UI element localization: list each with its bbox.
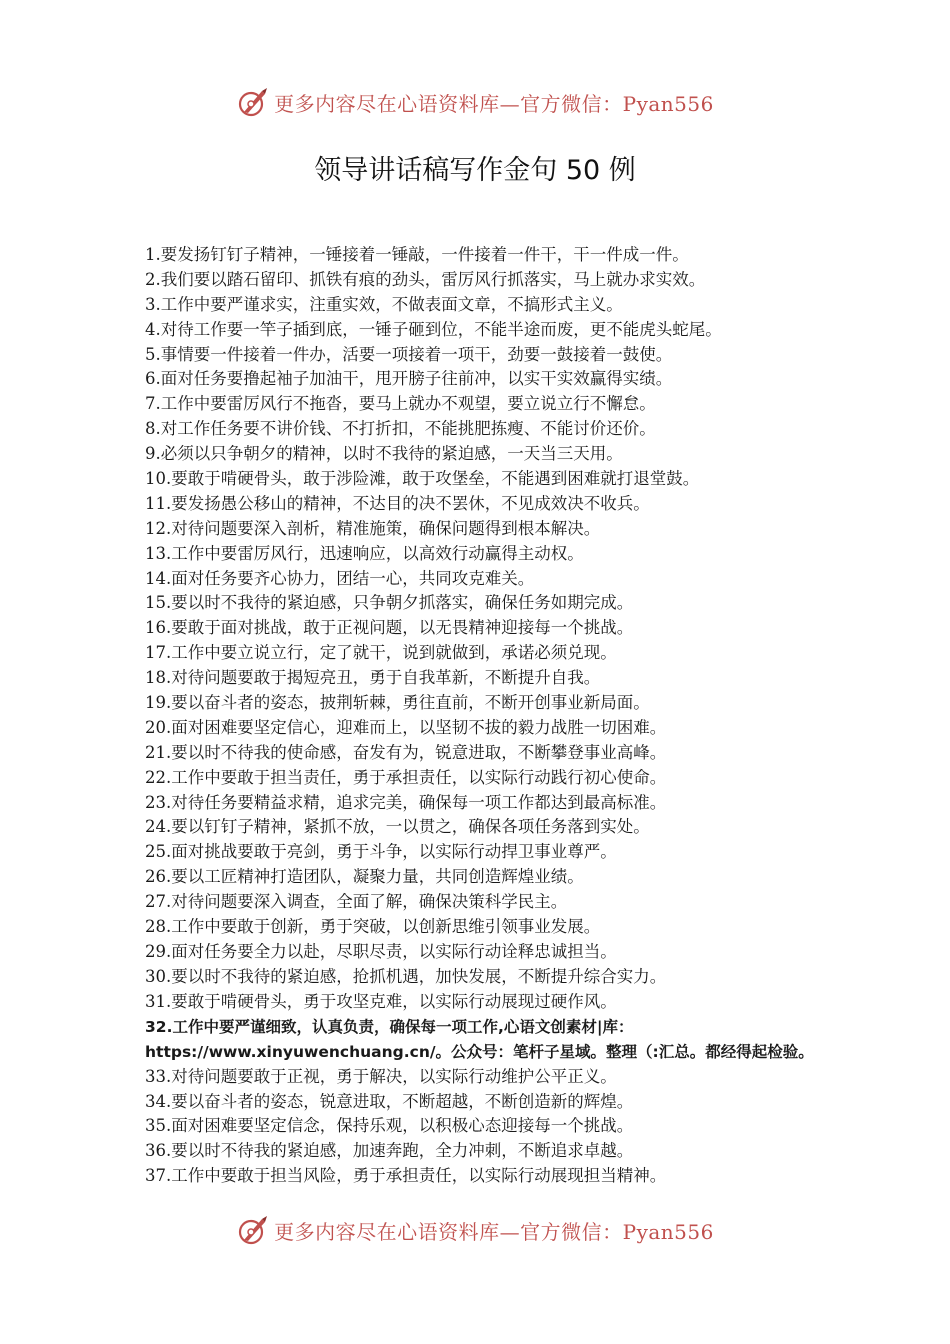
list-item: 27.对待问题要深入调查，全面了解，确保决策科学民主。 xyxy=(145,892,568,912)
list-item: 25.面对挑战要敢于亮剑，勇于斗争，以实际行动捍卫事业尊严。 xyxy=(145,842,617,862)
list-item: 14.面对任务要齐心协力，团结一心，共同攻克难关。 xyxy=(145,568,535,588)
list-item: 16.要敢于面对挑战，敢于正视问题，以无畏精神迎接每一个挑战。 xyxy=(145,618,634,638)
footer-watermark-banner xyxy=(0,1210,950,1250)
list-item-watermark: 32.工作中要严谨细致，认真负责，确保每一项工作,心语文创素材|库：https://www.xinyuwenchuang.cn/。公众号：笔杆子星域。整理（:汇总。都经得起检验。 xyxy=(145,1017,814,1061)
list-item: 11.要发扬愚公移山的精神，不达目的决不罢休，不见成效决不收兵。 xyxy=(145,493,650,513)
list-item: 10.要敢于啃硬骨头，敢于涉险滩，敢于攻堡垒，不能遇到困难就打退堂鼓。 xyxy=(145,469,700,489)
list-item: 34.要以奋斗者的姿态，锐意进取，不断超越，不断创造新的辉煌。 xyxy=(145,1091,634,1111)
list-item: 12.对待问题要深入剖析，精准施策，确保问题得到根本解决。 xyxy=(145,518,601,538)
list-item: 19.要以奋斗者的姿态，披荆斩棘，勇往直前，不断开创事业新局面。 xyxy=(145,693,650,713)
list-item: 26.要以工匠精神打造团队，凝聚力量，共同创造辉煌业绩。 xyxy=(145,867,584,887)
list-item: 18.对待问题要敢于揭短亮丑，勇于自我革新，不断提升自我。 xyxy=(145,668,601,688)
list-item: 9.必须以只争朝夕的精神，以时不我待的紧迫感，一天当三天用。 xyxy=(145,444,623,464)
list-item: 21.要以时不待我的使命感，奋发有为，锐意进取，不断攀登事业高峰。 xyxy=(145,742,667,762)
list-item: 13.工作中要雷厉风行，迅速响应，以高效行动赢得主动权。 xyxy=(145,543,584,563)
list-item: 36.要以时不待我的紧迫感，加速奔跑，全力冲刺，不断追求卓越。 xyxy=(145,1141,634,1161)
list-item: 5.事情要一件接着一件办，活要一项接着一项干，劲要一鼓接着一鼓使。 xyxy=(145,344,673,364)
header-watermark-banner xyxy=(0,82,950,122)
quill-pen-circle-icon xyxy=(236,85,270,119)
list-item: 33.对待问题要敢于正视，勇于解决，以实际行动维护公平正义。 xyxy=(145,1066,617,1086)
list-item: 31.要敢于啃硬骨头，勇于攻坚克难，以实际行动展现过硬作风。 xyxy=(145,991,617,1011)
list-item: 1.要发扬钉钉子精神，一锤接着一锤敲，一件接着一件干，干一件成一件。 xyxy=(145,245,689,264)
list-item: 3.工作中要严谨求实，注重实效，不做表面文章，不搞形式主义。 xyxy=(145,294,623,314)
list-item: 17.工作中要立说立行，定了就干，说到就做到，承诺必须兑现。 xyxy=(145,643,617,663)
list-item: 6.面对任务要撸起袖子加油干，甩开膀子往前冲，以实干实效赢得实绩。 xyxy=(145,369,673,389)
list-item: 2.我们要以踏石留印、抓铁有痕的劲头，雷厉风行抓落实，马上就办求实效。 xyxy=(145,269,706,289)
list-item: 23.对待任务要精益求精，追求完美，确保每一项工作都达到最高标准。 xyxy=(145,792,667,812)
list-item: 8.对工作任务要不讲价钱、不打折扣，不能挑肥拣瘦、不能讨价还价。 xyxy=(145,419,656,439)
quill-pen-circle-icon xyxy=(236,1213,270,1247)
quote-list xyxy=(145,243,815,1189)
list-item: 29.面对任务要全力以赴，尽职尽责，以实际行动诠释忠诚担当。 xyxy=(145,941,617,961)
list-item: 30.要以时不我待的紧迫感，抢抓机遇，加快发展，不断提升综合实力。 xyxy=(145,966,667,986)
page-title: 领导讲话稿写作金句 50 例 xyxy=(314,155,636,186)
list-item: 24.要以钉钉子精神，紧抓不放，一以贯之，确保各项任务落到实处。 xyxy=(145,817,650,837)
list-item: 28.工作中要敢于创新，勇于突破，以创新思维引领事业发展。 xyxy=(145,917,601,937)
list-item: 7.工作中要雷厉风行不拖沓，要马上就办不观望，要立说立行不懈怠。 xyxy=(145,394,656,414)
list-item: 4.对待工作要一竿子插到底，一锤子砸到位，不能半途而废，更不能虎头蛇尾。 xyxy=(145,319,722,339)
list-item: 22.工作中要敢于担当责任，勇于承担责任，以实际行动践行初心使命。 xyxy=(145,767,667,787)
list-item: 15.要以时不我待的紧迫感，只争朝夕抓落实，确保任务如期完成。 xyxy=(145,593,634,613)
banner-text: 更多内容尽在心语资料库—官方微信：Pyan556 xyxy=(274,1219,714,1244)
banner-text: 更多内容尽在心语资料库—官方微信：Pyan556 xyxy=(274,91,714,116)
list-item: 20.面对困难要坚定信心，迎难而上，以坚韧不拔的毅力战胜一切困难。 xyxy=(145,717,667,737)
list-item: 35.面对困难要坚定信念，保持乐观，以积极心态迎接每一个挑战。 xyxy=(145,1116,634,1136)
list-item: 37.工作中要敢于担当风险，勇于承担责任，以实际行动展现担当精神。 xyxy=(145,1166,667,1186)
